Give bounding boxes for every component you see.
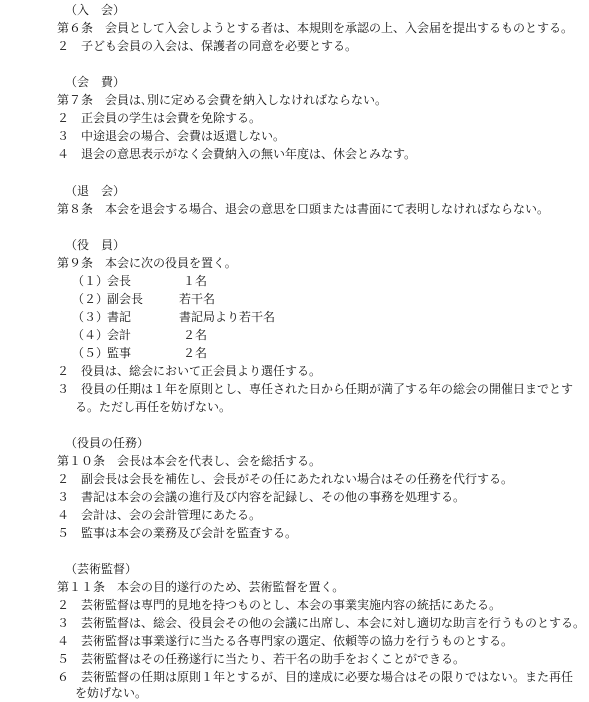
- role-number: （５）: [72, 346, 109, 360]
- article-7-paragraph-3: ３ 中途退会の場合、会費は返還しない。: [57, 129, 286, 143]
- article-9-paragraph-3-continued: る。ただし再任を妨げない。: [75, 400, 232, 414]
- article-11: 第１１条 本会の目的遂行のため、芸術監督を置く。: [57, 580, 345, 594]
- article-9: 第９条 本会に次の役員を置く。: [57, 256, 237, 270]
- article-10: 第１０条 会長は本会を代表し、会を総括する。: [57, 454, 322, 468]
- section-heading-officers: （役 員）: [65, 238, 126, 252]
- article-6-paragraph-2: ２ 子ども会員の入会は、保護者の同意を必要とする。: [57, 39, 358, 53]
- article-11-paragraph-3: ３ 芸術監督は、総会、役員会その他の会議に出席し、本会に対し適切な助言を行うものとする。: [57, 616, 586, 630]
- article-10-paragraph-4: ４ 会計は、会の会計管理にあたる。: [57, 508, 262, 522]
- article-11-paragraph-6: ６ 芸術監督の任期は原則１年とするが、目的達成に必要な場合はその限りではない。また再任: [57, 670, 574, 684]
- section-heading-membership: （入 会）: [65, 3, 126, 17]
- article-10-paragraph-5: ５ 監事は本会の業務及び会計を監査する。: [57, 526, 298, 540]
- article-6: 第６条 会員として入会しようとする者は、本規則を承認の上、入会届を提出するものとする。: [57, 21, 574, 35]
- role-number: （２）: [72, 292, 109, 306]
- role-number: （４）: [72, 328, 109, 342]
- role-name: 監事: [107, 346, 132, 360]
- article-10-paragraph-3: ３ 書記は本会の会議の進行及び内容を記録し、その他の事務を処理する。: [57, 490, 466, 504]
- role-count: 書記局より若干名: [179, 310, 276, 324]
- role-count: ２名: [183, 346, 208, 360]
- article-10-paragraph-2: ２ 副会長は会長を補佐し、会長がその任にあたれない場合はその任務を代行する。: [57, 472, 514, 486]
- section-heading-artistic-director: （芸術監督）: [65, 562, 138, 576]
- article-9-paragraph-2: ２ 役員は、総会において正会員より選任する。: [57, 364, 322, 378]
- role-count: 若干名: [179, 292, 216, 306]
- role-count: １名: [183, 274, 208, 288]
- article-7-paragraph-4: ４ 退会の意思表示がなく会費納入の無い年度は、休会とみなす。: [57, 147, 417, 161]
- article-11-paragraph-4: ４ 芸術監督は事業遂行に当たる各専門家の選定、依頼等の協力を行うものとする。: [57, 634, 514, 648]
- role-name: 書記: [107, 310, 132, 324]
- article-7: 第７条 会員は､別に定める会費を納入しなければならない。: [57, 93, 388, 107]
- role-number: （３）: [72, 310, 109, 324]
- article-11-paragraph-6-continued: を妨げない。: [75, 686, 148, 700]
- article-7-paragraph-2: ２ 正会員の学生は会費を免除する。: [57, 111, 262, 125]
- section-heading-fees: （会 費）: [65, 75, 126, 89]
- role-name: 会計: [107, 328, 132, 342]
- article-9-paragraph-3: ３ 役員の任期は１年を原則とし、専任された日から任期が満了する年の総会の開催日までとす: [57, 382, 574, 396]
- role-name: 会長: [107, 274, 132, 288]
- role-name: 副会長: [107, 292, 144, 306]
- role-number: （１）: [72, 274, 109, 288]
- role-count: ２名: [183, 328, 208, 342]
- article-11-paragraph-2: ２ 芸術監督は専門的見地を持つものとし、本会の事業実施内容の統括にあたる。: [57, 598, 502, 612]
- article-11-paragraph-5: ５ 芸術監督はその任務遂行に当たり、若干名の助手をおくことができる。: [57, 652, 466, 666]
- section-heading-officer-duties: （役員の任務）: [65, 436, 150, 450]
- section-heading-withdrawal: （退 会）: [65, 184, 126, 198]
- article-8: 第８条 本会を退会する場合、退会の意思を口頭または書面にて表明しなければならない。: [57, 202, 550, 216]
